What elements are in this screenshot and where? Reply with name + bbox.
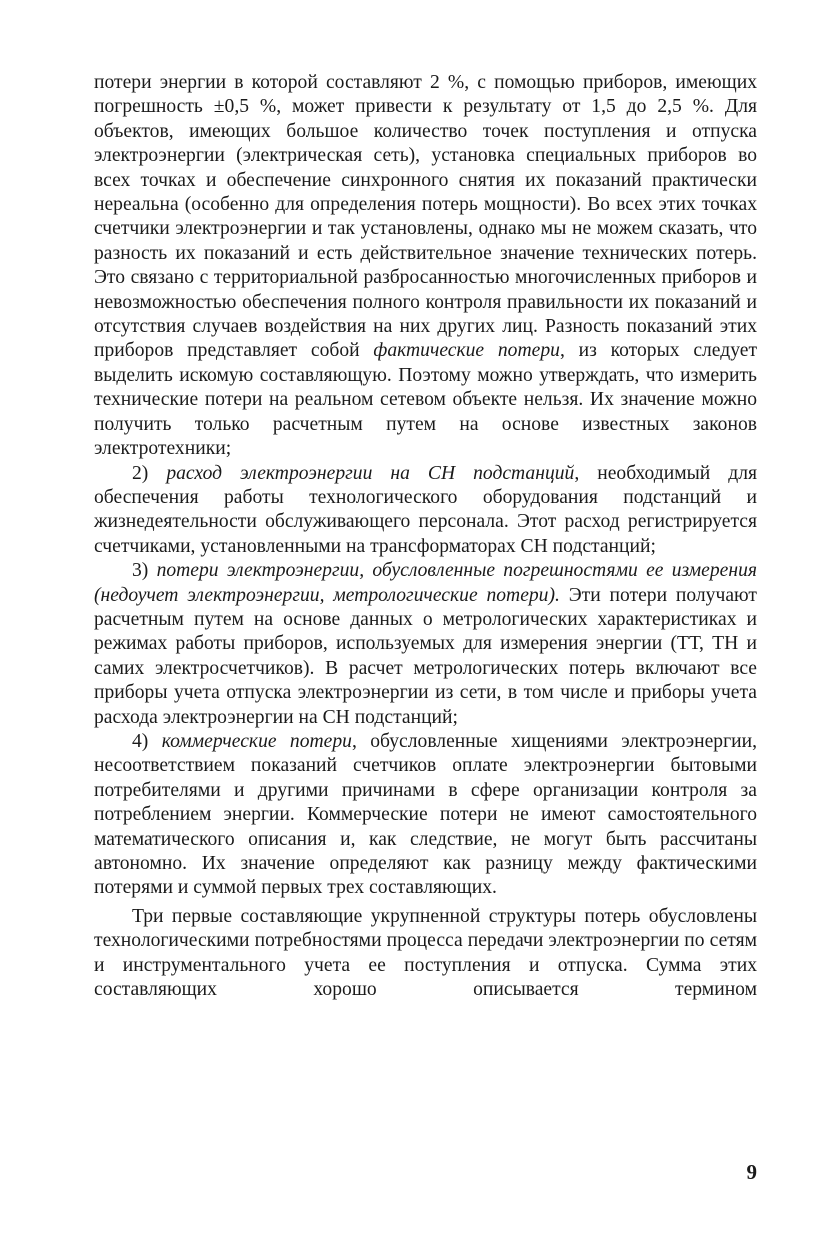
paragraph-text: потери энергии в которой составляют 2 %, с помощью приборов, имеющих погрешность ±0,5 %, может привести к результату от 1,5 до 2,5 %. Для объектов, имеющих большое количество точек поступления и отпуска электроэнергии (электрическая сеть), установка специальных приборов во всех точках и обеспечение синхронного снятия их показаний практически нереальна (особенно для определения потерь мощности). Во всех этих точках счетчики электроэнергии и так установлены, однако мы не можем сказать, что разность их показаний и есть действительное значение технических потерь. Это связано с территориальной разбросанностью многочисленных приборов и невозможностью обеспечения полного контроля правильности их показаний и отсутствия случаев воздействия на них других лиц. Разность показаний этих приборов представляет собой (94, 72, 757, 362)
list-item-text: , обусловленные хищениями электроэнергии, несоответствием показаний счетчиков оплате электроэнергии бытовыми потребителями и другими причинами в сфере организации контроля за потреблением энергии. Коммерческие потери не имеют самостоятельного математического описания и, как следствие, не могут быть рассчитаны автономно. Их значение определяют как разницу между фактическими потерями и суммой первых трех составляющих. (94, 730, 758, 899)
term-actual-losses: фактические потери (373, 340, 560, 362)
term-metrological-losses: потери электроэнергии, обусловленные погрешностями ее измерения (недоучет электроэнергии, метрологические потери). (94, 560, 757, 606)
list-item-number: 4) (132, 730, 149, 752)
paragraph-closing: Три первые составляющие укрупненной структуры потерь обусловлены технологическими потребностями процесса передачи электроэнергии по сетям и инструментального учета ее поступления и отпуска. Сумма этих составляющих хорошо описывается термином (94, 905, 757, 1001)
list-item-number: 2) (132, 462, 149, 484)
list-item-text: , необходимый для обеспечения работы технологического оборудования подстанций и жизнедеятельности обслуживающего персонала. Этот расход регистрируется счетчиками, установленными на трансформаторах СН подстанций; (94, 462, 757, 557)
paragraph-losses-measurement (94, 71, 757, 462)
page-number: 9 (746, 1160, 757, 1184)
paragraph-text-tail: , из которых следует выделить искомую составляющую. Поэтому можно утверждать, что измерить технические потери на реальном сетевом объекте нельзя. Их значение можно получить только расчетным путем на основе известных законов электротехники; (94, 340, 758, 460)
list-item-number: 3) (132, 560, 149, 582)
list-item-commercial-losses (94, 730, 757, 901)
term-substation-consumption: расход электроэнергии на СН подстанций (166, 462, 575, 484)
list-item-substation-consumption (94, 462, 757, 560)
list-item-metrological-losses (94, 559, 757, 730)
page-body (94, 71, 757, 1002)
list-item-text: Эти потери получают расчетным путем на основе данных о метрологических характеристиках и режимах работы приборов, используемых для измерения энергии (ТТ, ТН и самих электросчетчиков). В расчет метрологических потерь включают все приборы учета отпуска электроэнергии из сети, в том числе и приборы учета расхода электроэнергии на СН подстанций; (94, 584, 757, 728)
term-commercial-losses: коммерческие потери (161, 730, 352, 752)
